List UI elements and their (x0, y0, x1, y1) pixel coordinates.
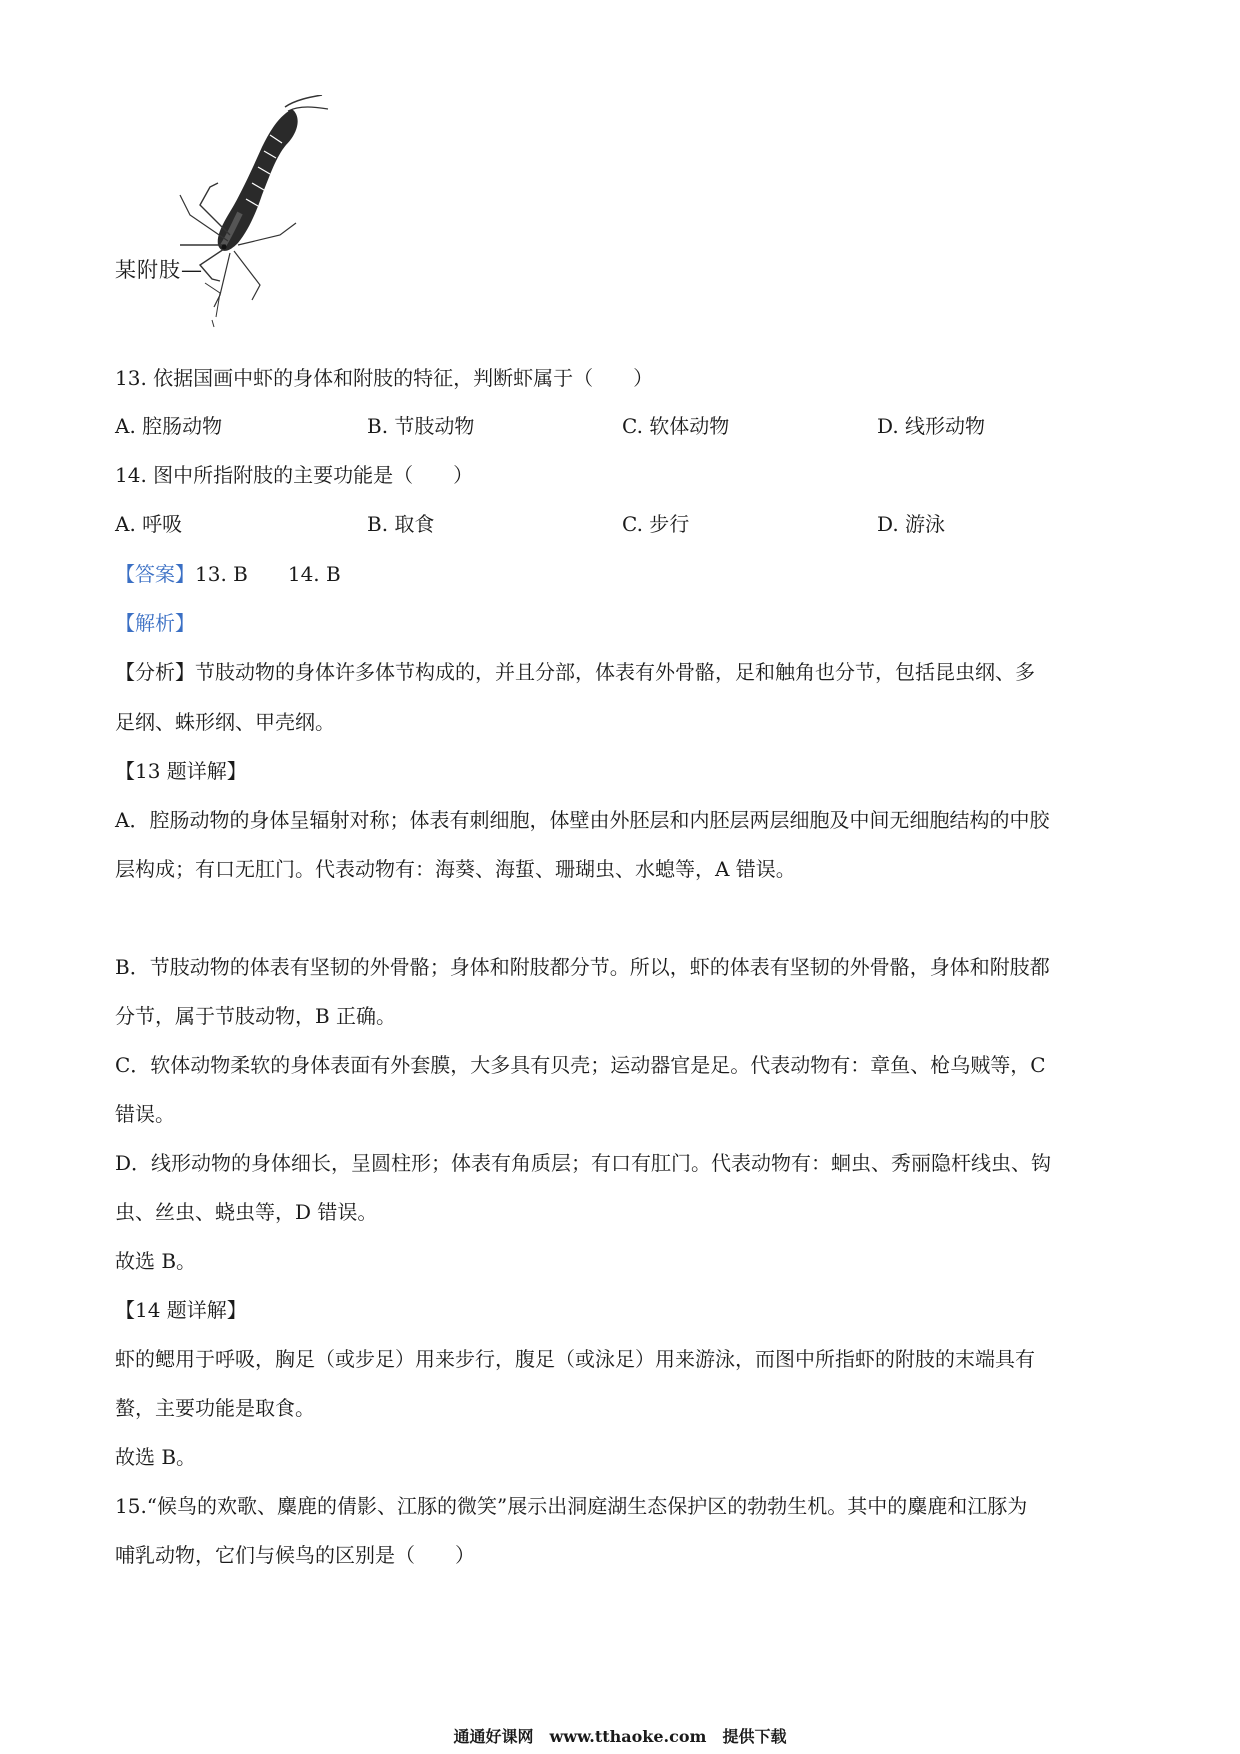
analysis-line: 足纲、蛛形纲、甲壳纲。 (115, 710, 335, 734)
question-15-stem: 哺乳动物，它们与候鸟的区别是（ ） (115, 1543, 475, 1567)
q13-detail-line: 分节，属于节肢动物，B 正确。 (115, 1004, 397, 1028)
q14-option-c: C. 步行 (622, 512, 690, 536)
shrimp-ink-painting (110, 95, 370, 340)
q13-option-d: D. 线形动物 (877, 414, 986, 438)
q14-option-b: B. 取食 (367, 512, 435, 536)
q13-detail-line: C．软体动物柔软的身体表面有外套膜，大多具有贝壳；运动器官是足。代表动物有：章鱼、枪乌贼等，C (115, 1053, 1046, 1077)
q14-option-d: D. 游泳 (877, 512, 946, 536)
q13-conclusion: 故选 B。 (115, 1249, 197, 1273)
q14-detail-line: 螯，主要功能是取食。 (115, 1396, 315, 1420)
q13-option-b: B. 节肢动物 (367, 414, 475, 438)
question-15-stem: 15.“候鸟的欢歌、麋鹿的倩影、江豚的微笑”展示出洞庭湖生态保护区的勃勃生机。其中的麋鹿和江豚为 (115, 1494, 1028, 1518)
page-footer: 通通好课网 www.tthaoke.com 提供下载 (453, 1727, 787, 1746)
q14-option-a: A. 呼吸 (115, 512, 183, 536)
q13-option-a: A. 腔肠动物 (115, 414, 223, 438)
q13-detail-line: A．腔肠动物的身体呈辐射对称；体表有刺细胞，体壁由外胚层和内胚层两层细胞及中间无细胞结构的中胶 (115, 808, 1050, 832)
q14-detail-heading: 【14 题详解】 (115, 1298, 247, 1322)
shrimp-icon (110, 95, 370, 340)
q13-detail-heading: 【13 题详解】 (115, 759, 247, 783)
q13-detail-line: 层构成；有口无肛门。代表动物有：海葵、海蜇、珊瑚虫、水螅等，A 错误。 (115, 857, 796, 881)
q14-detail-line: 虾的鳃用于呼吸，胸足（或步足）用来步行，腹足（或泳足）用来游泳，而图中所指虾的附肢的末端具有 (115, 1347, 1035, 1371)
q13-detail-line: B．节肢动物的体表有坚韧的外骨骼；身体和附肢都分节。所以，虾的体表有坚韧的外骨骼，身体和附肢都 (115, 955, 1050, 979)
q13-detail-line: 虫、丝虫、蛲虫等，D 错误。 (115, 1200, 378, 1224)
question-13-stem: 13. 依据国画中虾的身体和附肢的特征，判断虾属于（ ） (115, 366, 654, 390)
answer-line (115, 560, 341, 588)
analysis-tag: 【解析】 (115, 611, 195, 635)
question-14-stem: 14. 图中所指附肢的主要功能是（ ） (115, 463, 474, 487)
q14-conclusion: 故选 B。 (115, 1445, 197, 1469)
answer-value: 13. B 14. B (195, 562, 341, 586)
q13-detail-line: 错误。 (115, 1102, 175, 1126)
analysis-line: 【分析】节肢动物的身体许多体节构成的，并且分部，体表有外骨骼，足和触角也分节，包括昆虫纲、多 (115, 660, 1035, 684)
answer-tag: 【答案】 (115, 562, 195, 586)
q13-option-c: C. 软体动物 (622, 414, 730, 438)
q13-detail-line: D．线形动物的身体细长，呈圆柱形；体表有角质层；有口有肛门。代表动物有：蛔虫、秀丽隐杆线虫、钩 (115, 1151, 1052, 1175)
figure-label: 某附肢— (115, 258, 203, 282)
